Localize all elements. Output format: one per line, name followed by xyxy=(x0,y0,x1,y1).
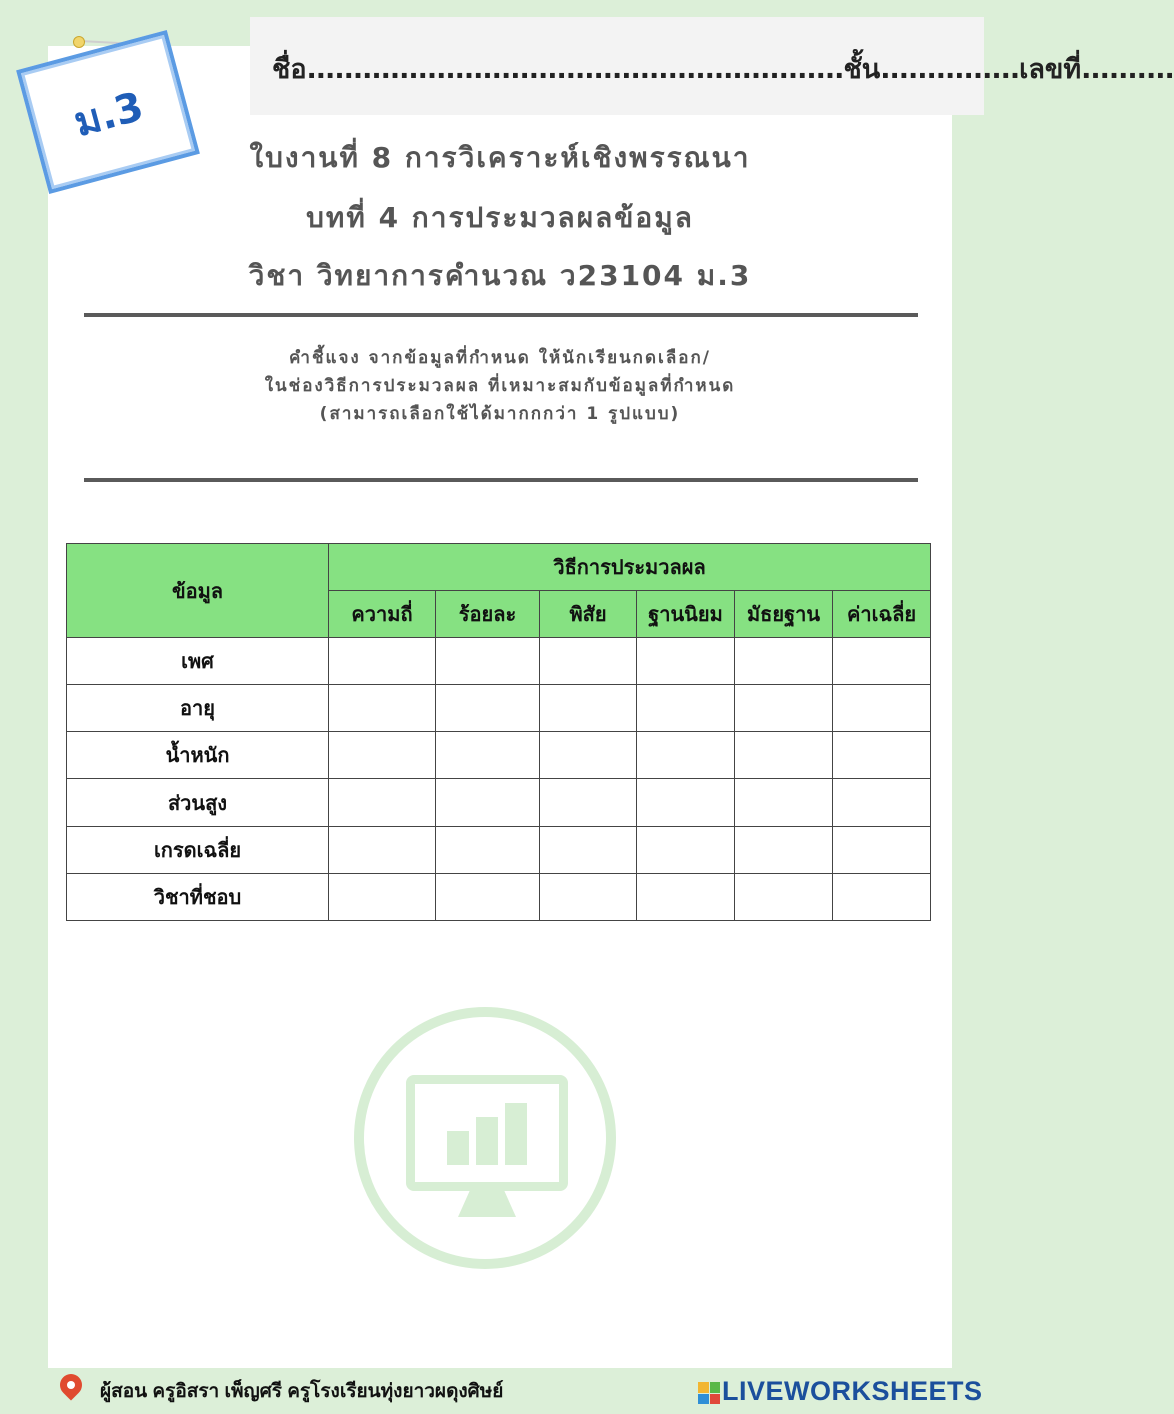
answer-cell[interactable] xyxy=(637,779,735,826)
answer-cell[interactable] xyxy=(329,685,436,732)
number-label: เลขที่ xyxy=(1019,54,1082,85)
answer-cell[interactable] xyxy=(436,826,540,873)
name-label: ชื่อ xyxy=(272,54,307,85)
location-pin-icon xyxy=(55,1369,86,1400)
number-field[interactable]: .......... xyxy=(1081,54,1174,85)
answer-cell[interactable] xyxy=(329,779,436,826)
answer-cell[interactable] xyxy=(735,732,833,779)
answer-cell[interactable] xyxy=(637,685,735,732)
table-row xyxy=(67,685,931,732)
answer-cell[interactable] xyxy=(540,826,637,873)
processing-method-table xyxy=(66,543,931,921)
answer-cell[interactable] xyxy=(833,685,931,732)
column-header: ความถี่ xyxy=(329,591,436,638)
answer-cell[interactable] xyxy=(637,638,735,685)
answer-cell[interactable] xyxy=(833,732,931,779)
answer-cell[interactable] xyxy=(637,873,735,920)
row-label: อายุ xyxy=(67,685,329,732)
liveworksheets-logo-icon xyxy=(698,1382,720,1404)
answer-cell[interactable] xyxy=(540,685,637,732)
answer-cell[interactable] xyxy=(436,873,540,920)
worksheet-title: ใบงานที่ 8 การวิเคราะห์เชิงพรรณนา xyxy=(249,141,751,174)
table-row xyxy=(67,732,931,779)
row-label: น้ำหนัก xyxy=(67,732,329,779)
method-group-header: วิธีการประมวลผล xyxy=(329,544,931,591)
chart-bar-icon xyxy=(447,1131,469,1165)
chart-bar-icon xyxy=(476,1117,498,1165)
row-label: เกรดเฉลี่ย xyxy=(67,826,329,873)
student-info-line xyxy=(272,47,1174,90)
answer-cell[interactable] xyxy=(735,826,833,873)
answer-cell[interactable] xyxy=(637,732,735,779)
answer-cell[interactable] xyxy=(540,779,637,826)
row-label: วิชาที่ชอบ xyxy=(67,873,329,920)
answer-cell[interactable] xyxy=(329,638,436,685)
divider-top xyxy=(84,313,918,317)
data-column-header: ข้อมูล xyxy=(67,544,329,638)
answer-cell[interactable] xyxy=(436,638,540,685)
grade-tag-label: ม.3 xyxy=(69,83,149,147)
chart-bar-icon xyxy=(505,1103,527,1165)
answer-cell[interactable] xyxy=(540,732,637,779)
column-header: มัธยฐาน xyxy=(735,591,833,638)
column-header: พิสัย xyxy=(540,591,637,638)
name-field[interactable]: .......................................................... xyxy=(306,54,844,85)
table-row xyxy=(67,638,931,685)
answer-cell[interactable] xyxy=(833,873,931,920)
answer-cell[interactable] xyxy=(833,826,931,873)
answer-cell[interactable] xyxy=(329,826,436,873)
instruction-line-1: คำชี้แจง จากข้อมูลที่กำหนด ให้นักเรียนกดเลือก/ xyxy=(289,348,711,368)
answer-cell[interactable] xyxy=(637,826,735,873)
brand-name[interactable]: LIVEWORKSHEETS xyxy=(722,1376,983,1406)
answer-cell[interactable] xyxy=(833,638,931,685)
answer-cell[interactable] xyxy=(735,638,833,685)
answer-cell[interactable] xyxy=(329,873,436,920)
instruction-line-2: ในช่องวิธีการประมวลผล ที่เหมาะสมกับข้อมูลที่กำหนด xyxy=(264,376,736,396)
answer-cell[interactable] xyxy=(329,732,436,779)
divider-bottom xyxy=(84,478,918,482)
row-label: เพศ xyxy=(67,638,329,685)
class-label: ชั้น xyxy=(843,54,881,85)
column-header: ร้อยละ xyxy=(436,591,540,638)
subject-title: วิชา วิทยาการคำนวณ ว23104 ม.3 xyxy=(248,259,752,292)
pushpin-icon xyxy=(73,36,85,48)
answer-cell[interactable] xyxy=(436,685,540,732)
instruction-line-3: (สามารถเลือกใช้ได้มากกกว่า 1 รูปแบบ) xyxy=(319,404,681,424)
table-row xyxy=(67,826,931,873)
answer-cell[interactable] xyxy=(540,638,637,685)
table-row xyxy=(67,779,931,826)
row-label: ส่วนสูง xyxy=(67,779,329,826)
answer-cell[interactable] xyxy=(540,873,637,920)
column-header: ค่าเฉลี่ย xyxy=(833,591,931,638)
answer-cell[interactable] xyxy=(735,873,833,920)
table-row xyxy=(67,873,931,920)
answer-cell[interactable] xyxy=(735,779,833,826)
chapter-title: บทที่ 4 การประมวลผลข้อมูล xyxy=(306,201,694,234)
student-info-box xyxy=(250,17,1174,115)
answer-cell[interactable] xyxy=(436,779,540,826)
column-header: ฐานนิยม xyxy=(637,591,735,638)
teacher-credit: ผู้สอน ครูอิสรา เพ็ญศรี ครูโรงเรียนทุ่งยาวผดุงศิษย์ xyxy=(100,1381,504,1402)
answer-cell[interactable] xyxy=(436,732,540,779)
class-field[interactable]: ............... xyxy=(880,54,1020,85)
answer-cell[interactable] xyxy=(833,779,931,826)
answer-cell[interactable] xyxy=(735,685,833,732)
